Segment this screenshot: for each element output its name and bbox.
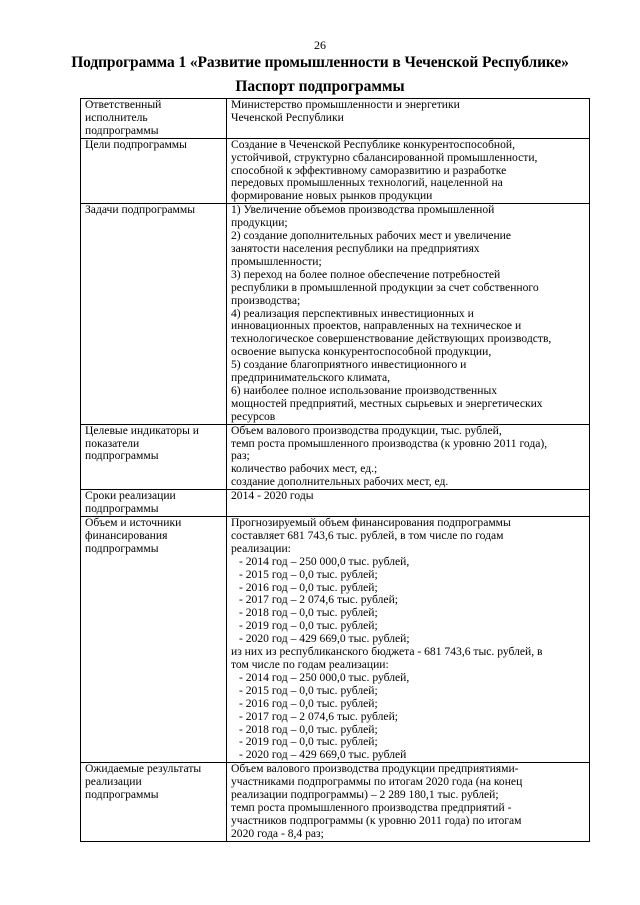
row-value-line: - 2018 год – 0,0 тыс. рублей; [239, 606, 378, 620]
row-value [227, 490, 590, 517]
row-value-line: Чеченской Республики [231, 110, 344, 124]
row-value [227, 424, 590, 490]
row-value-line: предпринимательского климата, [231, 371, 391, 385]
row-value-line: - 2015 год – 0,0 тыс. рублей; [239, 683, 378, 697]
row-value-line: создание дополнительных рабочих мест, ед. [231, 475, 449, 489]
table-row-financing [81, 517, 590, 763]
row-label-line: подпрограммы [85, 788, 159, 802]
row-value-line: количество рабочих мест, ед.; [231, 462, 378, 476]
row-value-line: Прогнозируемый объем финансирования подпрограммы [231, 516, 511, 529]
passport-heading: Паспорт подпрограммы [235, 78, 405, 95]
row-value-line: мощностей предприятий, местных сырьевых и энергетических [231, 396, 543, 410]
table-row-responsible-executor [81, 99, 590, 139]
row-label-line: Ожидаемые результаты [85, 762, 202, 776]
row-value-line: 4) реализация перспективных инвестиционных и [231, 306, 474, 320]
row-label-line: подпрограммы [85, 449, 159, 463]
row-value-line: участников подпрограммы (к уровню 2011 года) по итогам [231, 813, 522, 827]
row-value-line: - 2015 год – 0,0 тыс. рублей; [239, 567, 378, 581]
row-value-line: Объем валового производства продукции, тыс. рублей, [231, 423, 502, 437]
row-value-line: формирование новых рынков продукции [231, 189, 433, 203]
row-label-line: Целевые индикаторы и [85, 423, 199, 437]
row-value-line: 3) переход на более полное обеспечение потребностей [231, 267, 501, 281]
row-value-line: ресурсов [231, 409, 276, 423]
row-value-line: составляет 681 743,6 тыс. рублей, в том числе по годам [231, 528, 504, 542]
row-label-line: показатели [85, 436, 140, 450]
row-value-line: реализации подпрограммы) – 2 289 180,1 тыс. рублей; [231, 788, 499, 802]
row-value-line: - 2019 год – 0,0 тыс. рублей; [239, 619, 378, 633]
row-value-line: 5) создание благоприятного инвестиционного и [231, 358, 467, 372]
row-label-line: Задачи подпрограммы [85, 203, 195, 217]
row-value [227, 138, 590, 204]
row-value-line: - 2014 год – 250 000,0 тыс. рублей, [239, 670, 410, 684]
row-label [81, 490, 227, 517]
row-value-line: темп роста промышленного производства предприятий - [231, 800, 512, 814]
row-value-line: устойчивой, структурно сбалансированной промышленности, [231, 150, 538, 164]
row-value-line: - 2020 год – 429 669,0 тыс. рублей; [239, 632, 410, 646]
row-value-line: - 2017 год – 2 074,6 тыс. рублей; [239, 593, 399, 607]
row-value-line: - 2020 год – 429 669,0 тыс. рублей [239, 748, 407, 762]
row-value-line: - 2016 год – 0,0 тыс. рублей; [239, 580, 378, 594]
row-value [227, 763, 590, 841]
row-label-line: финансирования [85, 528, 168, 542]
row-label [81, 424, 227, 490]
row-value-line: способной к эффективному саморазвитию и разработке [231, 163, 507, 177]
row-value [227, 204, 590, 424]
row-label [81, 138, 227, 204]
row-label [81, 99, 227, 139]
row-value-line: - 2019 год – 0,0 тыс. рублей; [239, 735, 378, 749]
row-value-line: занятости населения республики на предприятиях [231, 241, 480, 255]
row-value-line: том числе по годам реализации: [231, 657, 389, 671]
row-value-line: инновационных проектов, направленных на техническое и [231, 319, 522, 333]
row-label-line: подпрограммы [85, 502, 159, 516]
row-label-line: подпрограммы [85, 123, 159, 137]
row-value-line: из них из республиканского бюджета - 681 743,6 тыс. рублей, в [231, 645, 543, 659]
row-value-line: - 2016 год – 0,0 тыс. рублей; [239, 696, 378, 710]
row-value-line: 2014 - 2020 годы [231, 489, 314, 503]
table-row-target-indicators [81, 424, 590, 490]
row-value-line: реализации: [231, 541, 291, 555]
row-value-line: производства; [231, 293, 301, 307]
row-label-line: Цели подпрограммы [85, 137, 187, 151]
table-row-expected-results [81, 763, 590, 841]
row-value-line: раз; [231, 449, 250, 463]
row-value-line: Министерство промышленности и энергетики [231, 98, 460, 111]
page-title: Подпрограмма 1 «Развитие промышленности в Чеченской Республике» [71, 54, 569, 71]
table-row-timeframe [81, 490, 590, 517]
row-value-line: темп роста промышленного производства (к уровню 2011 года), [231, 436, 548, 450]
row-value-line: - 2017 год – 2 074,6 тыс. рублей; [239, 709, 399, 723]
row-label-line: исполнитель [85, 110, 148, 124]
table-row-goals [81, 138, 590, 204]
row-value-line: 6) наиболее полное использование производственных [231, 383, 498, 397]
row-label [81, 763, 227, 841]
row-label [81, 204, 227, 424]
row-value-line: передовых промышленных технологий, нацеленной на [231, 176, 503, 190]
row-value-line: участниками подпрограммы по итогам 2020 года (на конец [231, 775, 523, 789]
row-label-line: Ответственный [85, 98, 162, 111]
row-label-line: реализации [85, 775, 142, 789]
row-label-line: Сроки реализации [85, 489, 176, 503]
row-value-line: Объем валового производства продукции предприятиями- [231, 762, 519, 776]
row-label-line: Объем и источники [85, 516, 182, 529]
row-value-line: 1) Увеличение объемов производства промышленной [231, 203, 495, 217]
table-row-tasks [81, 204, 590, 424]
passport-table [80, 98, 590, 842]
row-value-line: республики в промышленной продукции за счет собственного [231, 280, 539, 294]
row-value-line: технологическое совершенствование действующих производств, [231, 332, 552, 346]
row-value [227, 99, 590, 139]
row-value-line: освоение выпуска конкурентоспособной продукции, [231, 345, 492, 359]
row-value-line: 2020 года - 8,4 раз; [231, 826, 324, 840]
row-value-line: - 2014 год – 250 000,0 тыс. рублей, [239, 554, 410, 568]
row-value-line: - 2018 год – 0,0 тыс. рублей; [239, 722, 378, 736]
row-label [81, 517, 227, 763]
row-value [227, 517, 590, 763]
row-value-line: Создание в Чеченской Республике конкурентоспособной, [231, 137, 515, 151]
page-number: 26 [314, 38, 326, 52]
row-value-line: промышленности; [231, 254, 322, 268]
row-value-line: 2) создание дополнительных рабочих мест и увеличение [231, 229, 512, 243]
row-value-line: продукции; [231, 216, 288, 230]
row-label-line: подпрограммы [85, 541, 159, 555]
